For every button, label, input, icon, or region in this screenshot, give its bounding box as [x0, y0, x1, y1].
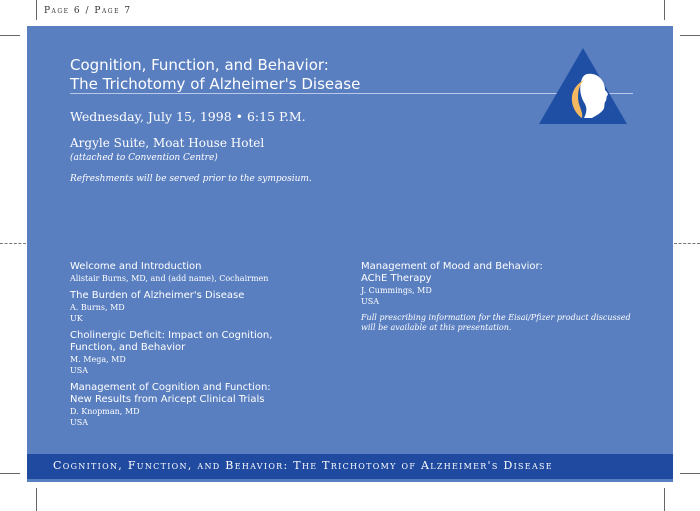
crop-mark-left-top [0, 35, 20, 36]
crop-mark-top-left [36, 0, 37, 20]
program-item-title: Welcome and Introduction [70, 261, 202, 272]
crop-mark-bottom-left [36, 488, 37, 511]
program-item-country: USA [70, 366, 88, 375]
program-item-title: Management of Mood and Behavior: [361, 261, 543, 272]
title-line-1: Cognition, Function, and Behavior: [70, 56, 329, 74]
crop-mark-bottom-right [664, 488, 665, 511]
footer-band [27, 454, 673, 479]
fold-line-right [674, 243, 700, 244]
page-label: Page 6 / Page 7 [44, 6, 132, 16]
program-left-column [70, 261, 360, 434]
program-item-subtitle: AChE Therapy [361, 273, 432, 284]
event-date: Wednesday, July 15, 1998 • 6:15 P.M. [70, 109, 306, 124]
program-item-title: The Burden of Alzheimer's Disease [70, 290, 245, 301]
venue-note: (attached to Convention Centre) [70, 153, 218, 163]
program-item [70, 382, 360, 428]
program-item-speaker: Alistair Burns, MD, and (add name), Cochairmen [70, 274, 269, 283]
program-item-country: UK [70, 314, 83, 323]
triangle-head-profile-icon [537, 46, 629, 126]
crop-mark-right-bottom [680, 473, 700, 474]
program-item-country: USA [361, 297, 379, 306]
title-line-2: The Trichotomy of Alzheimer's Disease [70, 75, 361, 93]
program-right-column [361, 261, 631, 333]
program-item-speaker: A. Burns, MD [70, 303, 125, 312]
crop-mark-right-top [680, 35, 700, 36]
program-item [361, 261, 631, 307]
program-item-title: Cholinergic Deficit: Impact on Cognition, Function, and Behavior [70, 330, 273, 353]
prescribing-note: Full prescribing information for the Eisai/Pfizer product discussed will be available at this presentation. [361, 313, 631, 332]
refreshments-note: Refreshments will be served prior to the symposium. [70, 174, 312, 184]
invitation-panel [27, 26, 673, 482]
program-item-speaker: D. Knopman, MD [70, 407, 140, 416]
symposium-title [70, 56, 360, 94]
footer-title: Cognition, Function, and Behavior: The Trichotomy of Alzheimer's Disease [53, 459, 553, 472]
program-item-speaker: J. Cummings, MD [361, 286, 432, 295]
event-venue: Argyle Suite, Moat House Hotel [70, 136, 265, 150]
program-item-title: Management of Cognition and Function: New Results from Aricept Clinical Trials [70, 382, 271, 405]
program-item [70, 261, 360, 284]
crop-mark-top-right [664, 0, 665, 20]
program-item-country: USA [70, 418, 88, 427]
crop-mark-left-bottom [0, 473, 20, 474]
fold-line-left [0, 243, 26, 244]
program-item [70, 290, 360, 324]
program-item-speaker: M. Mega, MD [70, 355, 126, 364]
program-item [70, 330, 360, 376]
